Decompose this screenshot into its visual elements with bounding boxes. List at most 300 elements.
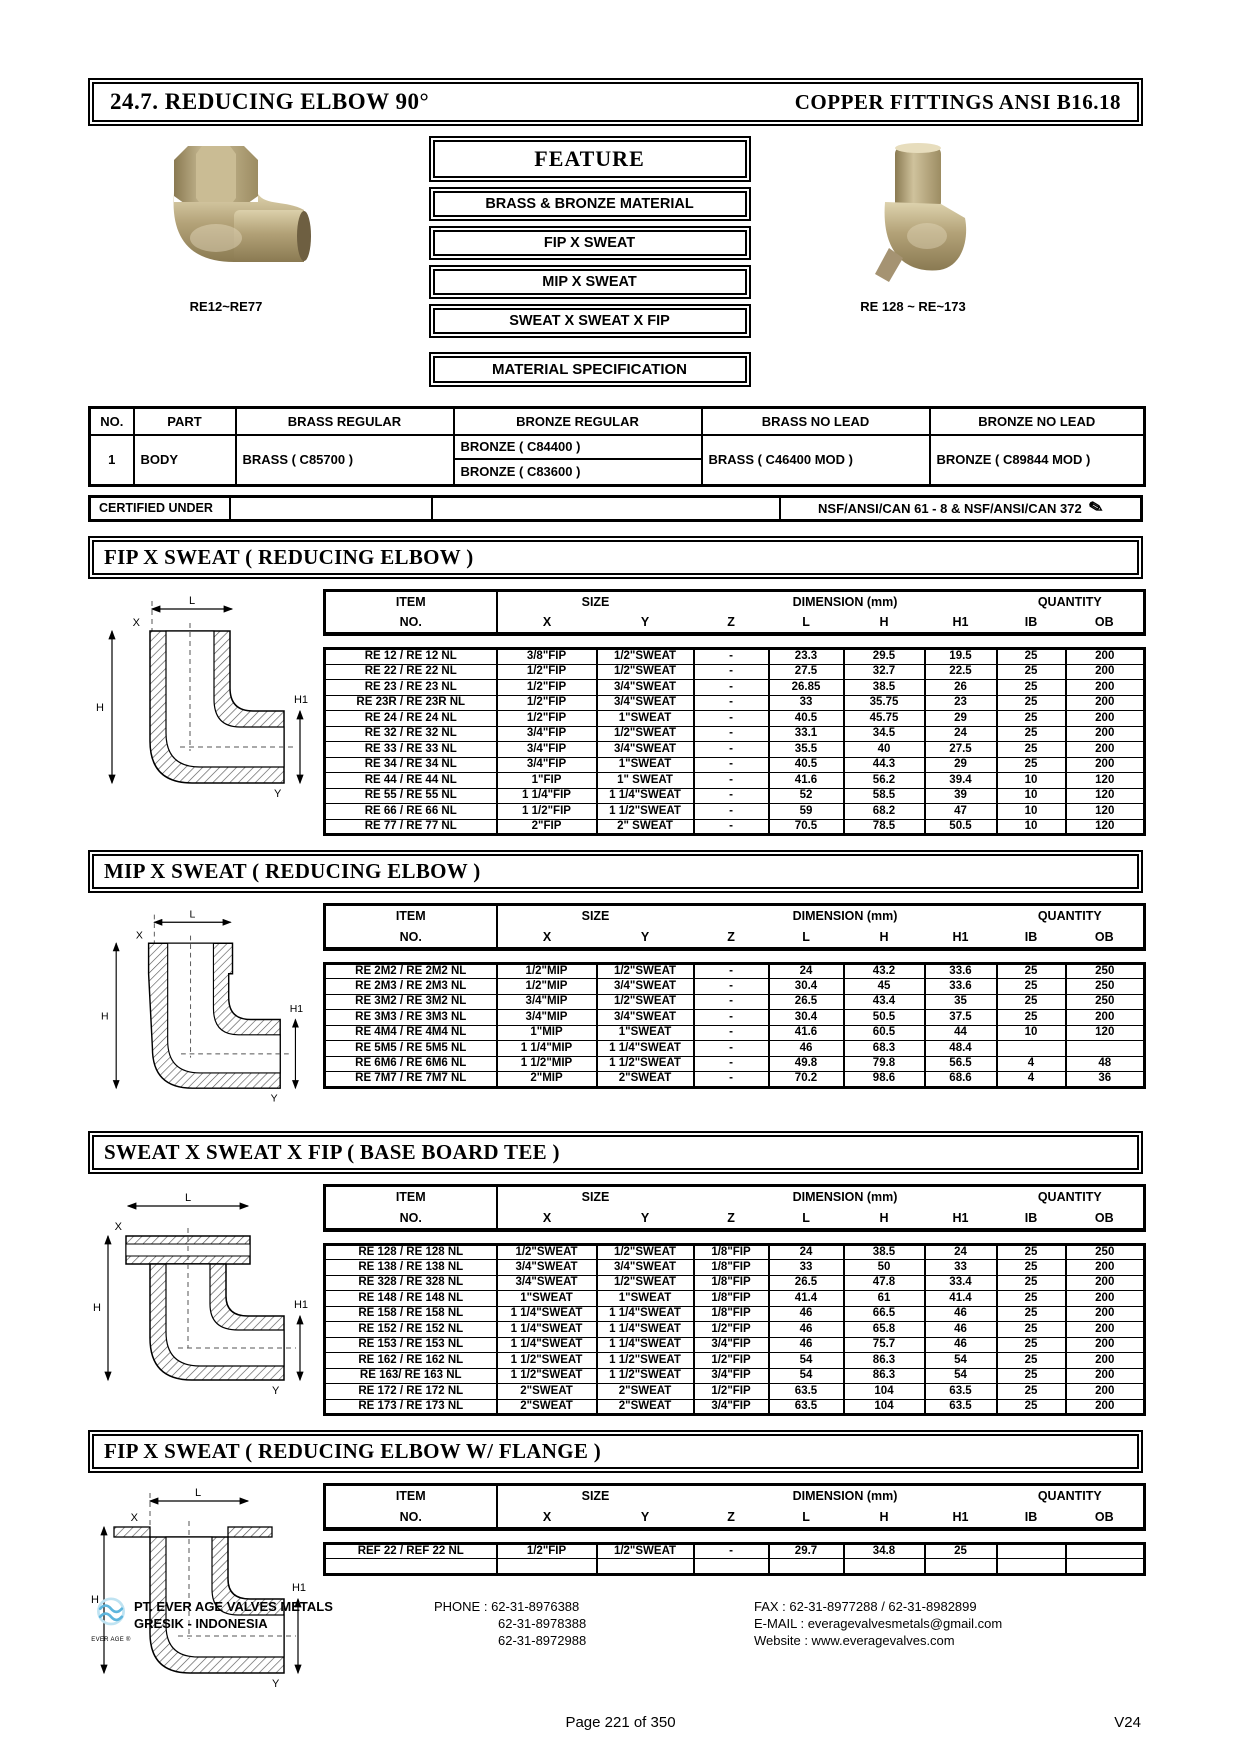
table-cell: 1/2"FIP <box>694 1353 769 1369</box>
photo-caption-right: RE 128 ~ RE~173 <box>860 299 966 314</box>
table-cell: 39 <box>925 788 997 804</box>
elbow-dimension-drawing <box>88 907 316 1112</box>
table-cell: 46 <box>769 1306 844 1322</box>
table-cell: 3/4"SWEAT <box>597 695 694 711</box>
table-cell: 38.5 <box>844 1244 925 1260</box>
table-cell: 2"FIP <box>497 819 597 835</box>
table-cell: RE 23 / RE 23 NL <box>325 680 497 696</box>
table-cell: 56.2 <box>844 773 925 789</box>
table-row <box>325 726 1145 742</box>
table-cell: 86.3 <box>844 1353 925 1369</box>
table-cell: 1 1/4"SWEAT <box>597 1337 694 1353</box>
table-cell: RE 33 / RE 33 NL <box>325 742 497 758</box>
svg-text:Y: Y <box>274 787 282 800</box>
col-group-header: SIZE <box>581 1190 610 1205</box>
table-cell: 1/2"MIP <box>497 963 597 979</box>
table-cell: - <box>694 1025 769 1041</box>
table-cell: 200 <box>1066 1306 1145 1322</box>
table-cell: 25 <box>997 1275 1066 1291</box>
feature-item: FIP X SWEAT <box>433 230 747 256</box>
table-cell: 25 <box>997 649 1066 665</box>
table-cell: 1 1/4"MIP <box>497 1041 597 1057</box>
table-cell: 30.4 <box>769 1010 844 1026</box>
svg-text:L: L <box>194 1487 202 1499</box>
table-cell: RE 44 / RE 44 NL <box>325 773 497 789</box>
table-cell: RE 2M3 / RE 2M3 NL <box>325 979 497 995</box>
everage-logo-icon <box>93 1596 129 1634</box>
table-cell: 41.4 <box>925 1291 997 1307</box>
table-cell: 61 <box>844 1291 925 1307</box>
table-cell: 200 <box>1066 680 1145 696</box>
phone-line: 62-31-8972988 <box>498 1633 587 1648</box>
table-cell: 1"SWEAT <box>597 1025 694 1041</box>
table-cell: 3/4"MIP <box>497 994 597 1010</box>
col-header: L <box>802 1210 810 1225</box>
table-cell: 41.4 <box>769 1291 844 1307</box>
table-cell: 1/2"MIP <box>497 979 597 995</box>
col-header: X <box>542 929 552 944</box>
certification-value: NSF/ANSI/CAN 61 - 8 & NSF/ANSI/CAN 372 <box>818 500 1082 516</box>
table-cell: 29 <box>925 757 997 773</box>
table-cell: 200 <box>1066 1322 1145 1338</box>
svg-text:H1: H1 <box>293 1299 309 1311</box>
table-cell: 3/4"FIP <box>694 1368 769 1384</box>
table-cell: 1 1/2"SWEAT <box>597 1368 694 1384</box>
table-row <box>325 1025 1145 1041</box>
table-cell <box>769 1559 844 1575</box>
pen-check-icon: ✎ <box>1086 496 1105 519</box>
tee-dimension-drawing <box>88 1188 316 1403</box>
table-cell: 86.3 <box>844 1368 925 1384</box>
feature-item: MIP X SWEAT <box>433 269 747 295</box>
table-cell: 54 <box>925 1368 997 1384</box>
col-group-header: ITEM <box>325 1186 497 1208</box>
product-photo-left-block <box>106 140 346 314</box>
photo-caption-left: RE12~RE77 <box>189 299 263 314</box>
section-title: FIP X SWEAT ( REDUCING ELBOW ) <box>92 540 1139 575</box>
table-cell: 1 1/4"SWEAT <box>597 1041 694 1057</box>
table-cell: 23 <box>925 695 997 711</box>
table-cell: 3/4"FIP <box>497 742 597 758</box>
table-cell: 1/8"FIP <box>694 1260 769 1276</box>
table-cell: 1/2"SWEAT <box>597 1275 694 1291</box>
col-header: NO. <box>325 927 497 949</box>
table-row <box>325 819 1145 835</box>
certified-under-label: CERTIFIED UNDER <box>91 498 231 519</box>
table-cell: 26.5 <box>769 1275 844 1291</box>
table-row <box>325 1072 1145 1088</box>
svg-text:Y: Y <box>270 1093 278 1105</box>
table-cell: 1 1/2"FIP <box>497 804 597 820</box>
certification-value-cell <box>781 498 1140 519</box>
fip-sweat-data-table <box>323 647 1146 836</box>
elbow-dimension-drawing <box>88 593 316 808</box>
table-cell: 46 <box>925 1306 997 1322</box>
table-cell: - <box>694 819 769 835</box>
table-cell: 200 <box>1066 757 1145 773</box>
col-header: H <box>879 1210 889 1225</box>
table-row <box>325 1353 1145 1369</box>
table-cell: BRASS ( C85700 ) <box>236 435 454 486</box>
table-cell: 68.6 <box>925 1072 997 1088</box>
table-cell: 1 1/4"SWEAT <box>597 788 694 804</box>
svg-text:L: L <box>188 594 196 607</box>
table-cell: 200 <box>1066 711 1145 727</box>
table-row <box>325 773 1145 789</box>
col-header: H1 <box>952 929 969 944</box>
table-cell: 79.8 <box>844 1056 925 1072</box>
table-cell: 63.5 <box>925 1384 997 1400</box>
table-cell: 25 <box>997 1010 1066 1026</box>
table-cell: 26.85 <box>769 680 844 696</box>
table-cell: 3/4"FIP <box>497 726 597 742</box>
col-group-header: DIMENSION (mm) <box>792 1489 898 1504</box>
table-cell: 1/2"SWEAT <box>597 1244 694 1260</box>
table-cell: 1 1/2"MIP <box>497 1056 597 1072</box>
table-cell: BODY <box>134 435 236 486</box>
table-cell: 46 <box>769 1337 844 1353</box>
table-cell: 200 <box>1066 664 1145 680</box>
table-cell: 49.8 <box>769 1056 844 1072</box>
table-cell: RE 66 / RE 66 NL <box>325 804 497 820</box>
table-cell: 1 1/4"SWEAT <box>497 1337 597 1353</box>
table-cell: 1 1/4"SWEAT <box>597 1306 694 1322</box>
company-logo-block <box>88 1596 134 1649</box>
table-cell: RE 128 / RE 128 NL <box>325 1244 497 1260</box>
svg-text:H1: H1 <box>289 1003 304 1015</box>
table-cell: 1 1/2"SWEAT <box>597 804 694 820</box>
table-cell: RE 172 / RE 172 NL <box>325 1384 497 1400</box>
table-cell: 24 <box>925 1244 997 1260</box>
table-cell: 1/2"SWEAT <box>497 1244 597 1260</box>
col-group-header: ITEM <box>325 590 497 612</box>
col-header: BRONZE NO LEAD <box>930 408 1145 435</box>
table-cell: 54 <box>769 1368 844 1384</box>
table-cell: RE 163/ RE 163 NL <box>325 1368 497 1384</box>
svg-text:X: X <box>114 1221 122 1233</box>
col-header: L <box>802 929 810 944</box>
table-cell: REF 22 / REF 22 NL <box>325 1543 497 1559</box>
table-cell: 29.7 <box>769 1543 844 1559</box>
page-title: 24.7. REDUCING ELBOW 90° <box>110 89 430 114</box>
col-header: H <box>879 1509 889 1524</box>
svg-text:Y: Y <box>272 1385 280 1397</box>
col-group-header: DIMENSION (mm) <box>792 909 898 924</box>
company-info <box>134 1596 434 1649</box>
table-cell: 1/2"FIP <box>497 695 597 711</box>
table-cell: 1/2"SWEAT <box>597 649 694 665</box>
table-cell: 3/4"SWEAT <box>497 1260 597 1276</box>
table-cell: 120 <box>1066 788 1145 804</box>
table-cell: RE 138 / RE 138 NL <box>325 1260 497 1276</box>
table-cell: 104 <box>844 1384 925 1400</box>
table-cell <box>497 1559 597 1575</box>
table-cell: 40.5 <box>769 711 844 727</box>
table-cell: 26.5 <box>769 994 844 1010</box>
table-cell: 22.5 <box>925 664 997 680</box>
table-cell: 29.5 <box>844 649 925 665</box>
table-cell: 200 <box>1066 1337 1145 1353</box>
col-group-header: SIZE <box>581 909 610 924</box>
table-cell: 35.75 <box>844 695 925 711</box>
table-cell: RE 55 / RE 55 NL <box>325 788 497 804</box>
table-cell: 3/4"SWEAT <box>597 742 694 758</box>
table-cell <box>997 1543 1066 1559</box>
table-cell: - <box>694 1010 769 1026</box>
table-cell: 24 <box>769 1244 844 1260</box>
table-cell: BRONZE ( C89844 MOD ) <box>930 435 1145 486</box>
company-city: GRESIK - INDONESIA <box>134 1616 268 1631</box>
table-cell: 1 <box>90 435 134 486</box>
col-header: H1 <box>952 1509 969 1524</box>
col-group-header: ITEM <box>325 905 497 927</box>
company-name: PT. EVER AGE VALVES METALS <box>134 1599 333 1614</box>
table-header <box>323 1184 1146 1232</box>
table-header <box>323 589 1146 637</box>
section-sweat-sweat-fip <box>88 1135 1143 1416</box>
section-title: FIP X SWEAT ( REDUCING ELBOW W/ FLANGE ) <box>92 1434 1139 1469</box>
table-cell: - <box>694 680 769 696</box>
table-row <box>325 680 1145 696</box>
table-cell: - <box>694 1041 769 1057</box>
table-cell: 25 <box>997 1337 1066 1353</box>
table-row <box>325 963 1145 979</box>
table-cell: RE 22 / RE 22 NL <box>325 664 497 680</box>
table-cell: 1 1/2"SWEAT <box>597 1056 694 1072</box>
table-cell: 58.5 <box>844 788 925 804</box>
section-mip-x-sweat <box>88 854 1143 1117</box>
col-header: Z <box>727 615 735 629</box>
table-cell-split <box>454 435 702 486</box>
table-cell <box>844 1559 925 1575</box>
table-cell: 3/4"SWEAT <box>497 1275 597 1291</box>
col-header: NO. <box>90 408 134 435</box>
baseboard-tee-diagram <box>88 1184 323 1416</box>
table-row <box>325 1010 1145 1026</box>
table-cell: 23.3 <box>769 649 844 665</box>
col-group-header: QUANTITY <box>1037 1489 1102 1504</box>
table-cell: 65.8 <box>844 1322 925 1338</box>
col-header: OB <box>1094 929 1114 944</box>
product-photo-fip-elbow <box>126 140 326 290</box>
table-cell: 35 <box>925 994 997 1010</box>
table-cell: 1/2"FIP <box>694 1322 769 1338</box>
table-cell: - <box>694 994 769 1010</box>
table-row <box>325 1543 1145 1559</box>
table-cell: 56.5 <box>925 1056 997 1072</box>
material-spec-table <box>88 406 1146 487</box>
table-cell: 46 <box>769 1322 844 1338</box>
table-cell: 25 <box>997 1368 1066 1384</box>
table-cell <box>925 1559 997 1575</box>
col-header: L <box>802 615 810 629</box>
table-cell: - <box>694 695 769 711</box>
col-group-header: SIZE <box>581 1489 610 1504</box>
table-cell: 1/2"SWEAT <box>597 726 694 742</box>
table-cell: 2"SWEAT <box>597 1399 694 1415</box>
table-cell: 47.8 <box>844 1275 925 1291</box>
table-cell: 1 1/4"SWEAT <box>497 1306 597 1322</box>
section-fip-sweat-flange <box>88 1434 1143 1702</box>
table-cell: 1/2"FIP <box>497 664 597 680</box>
table-cell: 45.75 <box>844 711 925 727</box>
table-cell: 63.5 <box>769 1384 844 1400</box>
col-header: IB <box>1024 1509 1038 1524</box>
col-header: PART <box>134 408 236 435</box>
table-cell: RE 162 / RE 162 NL <box>325 1353 497 1369</box>
table-cell: - <box>694 1072 769 1088</box>
table-cell: 3/4"FIP <box>497 757 597 773</box>
table-cell: 43.4 <box>844 994 925 1010</box>
fip-elbow-diagram <box>88 589 323 837</box>
table-cell: RE 173 / RE 173 NL <box>325 1399 497 1415</box>
table-cell: 54 <box>769 1353 844 1369</box>
feature-title-box: FEATURE <box>433 140 747 178</box>
table-cell: 66.5 <box>844 1306 925 1322</box>
table-cell: 120 <box>1066 804 1145 820</box>
table-cell: 120 <box>1066 773 1145 789</box>
table-cell: 46 <box>925 1337 997 1353</box>
table-cell: 25 <box>997 742 1066 758</box>
table-cell: 250 <box>1066 979 1145 995</box>
table-cell: - <box>694 726 769 742</box>
feature-item: BRASS & BRONZE MATERIAL <box>433 191 747 217</box>
table-cell: BRASS ( C46400 MOD ) <box>702 435 930 486</box>
table-cell: 1 1/4"FIP <box>497 788 597 804</box>
table-cell: 10 <box>997 804 1066 820</box>
table-cell: 1/2"FIP <box>694 1384 769 1400</box>
table-cell <box>597 1559 694 1575</box>
table-cell: 25 <box>997 1322 1066 1338</box>
table-cell: 33.6 <box>925 979 997 995</box>
table-cell: 25 <box>997 711 1066 727</box>
col-header: X <box>542 615 552 629</box>
table-cell: - <box>694 773 769 789</box>
table-cell: RE 3M3 / RE 3M3 NL <box>325 1010 497 1026</box>
table-cell: 104 <box>844 1399 925 1415</box>
col-header: Z <box>727 1210 735 1225</box>
table-cell: RE 148 / RE 148 NL <box>325 1291 497 1307</box>
table-row <box>325 804 1145 820</box>
table-cell: - <box>694 757 769 773</box>
product-photo-baseboard-elbow <box>843 140 983 290</box>
table-cell: 1"SWEAT <box>597 757 694 773</box>
table-cell: 25 <box>997 1291 1066 1307</box>
table-row <box>325 1056 1145 1072</box>
table-cell: 1/2"SWEAT <box>597 1543 694 1559</box>
col-group-header: DIMENSION (mm) <box>792 594 898 609</box>
col-header: Z <box>727 929 735 944</box>
svg-text:X: X <box>132 616 140 629</box>
top-row <box>88 140 1143 396</box>
table-cell: 25 <box>997 1306 1066 1322</box>
product-photo-right-block <box>833 140 993 314</box>
contact-block <box>754 1596 1143 1649</box>
table-cell: 68.2 <box>844 804 925 820</box>
table-cell: 24 <box>769 963 844 979</box>
table-cell: RE 2M2 / RE 2M2 NL <box>325 963 497 979</box>
page-footer <box>88 1596 1143 1649</box>
table-cell <box>997 1041 1066 1057</box>
table-cell: 120 <box>1066 1025 1145 1041</box>
table-cell: RE 6M6 / RE 6M6 NL <box>325 1056 497 1072</box>
table-cell <box>1066 1543 1145 1559</box>
table-cell: 48 <box>1066 1056 1145 1072</box>
table-cell: 200 <box>1066 1275 1145 1291</box>
table-cell: 3/4"FIP <box>694 1337 769 1353</box>
table-cell: 2"SWEAT <box>597 1384 694 1400</box>
table-cell: 1"SWEAT <box>497 1291 597 1307</box>
col-header: OB <box>1094 615 1114 629</box>
table-cell: 35.5 <box>769 742 844 758</box>
page-number: Page 221 of 350 <box>565 1714 676 1731</box>
certification-bar <box>88 495 1143 522</box>
table-cell: - <box>694 979 769 995</box>
fax-line: FAX : 62-31-8977288 / 62-31-8982899 <box>754 1599 977 1614</box>
table-cell: 1"MIP <box>497 1025 597 1041</box>
table-cell: 75.7 <box>844 1337 925 1353</box>
table-cell: 1/8"FIP <box>694 1291 769 1307</box>
table-cell: 27.5 <box>925 742 997 758</box>
table-cell: 29 <box>925 711 997 727</box>
col-header: X <box>542 1210 552 1225</box>
table-row <box>325 788 1145 804</box>
table-cell: 2" SWEAT <box>597 819 694 835</box>
table-cell: RE 34 / RE 34 NL <box>325 757 497 773</box>
email-line: E-MAIL : everagevalvesmetals@gmail.com <box>754 1616 1003 1631</box>
table-cell: 25 <box>997 757 1066 773</box>
col-group-header: QUANTITY <box>1037 594 1102 609</box>
table-cell: 33 <box>925 1260 997 1276</box>
col-group-header: ITEM <box>325 1485 497 1507</box>
table-cell: 33.4 <box>925 1275 997 1291</box>
svg-text:H1: H1 <box>291 1582 307 1594</box>
col-header: NO. <box>325 612 497 634</box>
table-row <box>325 1322 1145 1338</box>
table-cell: 200 <box>1066 726 1145 742</box>
col-group-header: QUANTITY <box>1037 909 1102 924</box>
table-cell: 40.5 <box>769 757 844 773</box>
table-cell: RE 77 / RE 77 NL <box>325 819 497 835</box>
table-cell: 1/8"FIP <box>694 1275 769 1291</box>
table-cell: - <box>694 742 769 758</box>
col-header: Z <box>727 1509 735 1524</box>
table-cell: 33.6 <box>925 963 997 979</box>
feature-list <box>346 140 833 396</box>
table-cell: RE 4M4 / RE 4M4 NL <box>325 1025 497 1041</box>
table-cell: 1 1/2"SWEAT <box>497 1368 597 1384</box>
col-header: Y <box>640 1210 650 1225</box>
table-cell <box>997 1559 1066 1575</box>
table-cell: 1 1/2"SWEAT <box>597 1353 694 1369</box>
table-cell: 3/4"SWEAT <box>597 680 694 696</box>
col-header: Y <box>640 615 650 629</box>
svg-text:L: L <box>189 909 196 921</box>
table-cell: 3/4"FIP <box>694 1399 769 1415</box>
table-cell <box>1066 1041 1145 1057</box>
table-cell: 1/8"FIP <box>694 1306 769 1322</box>
table-cell: 3/4"SWEAT <box>597 979 694 995</box>
table-cell: 3/4"MIP <box>497 1010 597 1026</box>
table-row <box>325 1041 1145 1057</box>
svg-text:H: H <box>100 1011 109 1023</box>
col-header: H <box>879 615 889 629</box>
col-header: L <box>802 1509 810 1524</box>
table-cell: 1"SWEAT <box>597 1291 694 1307</box>
table-cell: - <box>694 1056 769 1072</box>
table-header <box>323 903 1146 951</box>
phone-line: 62-31-8978388 <box>498 1616 587 1631</box>
